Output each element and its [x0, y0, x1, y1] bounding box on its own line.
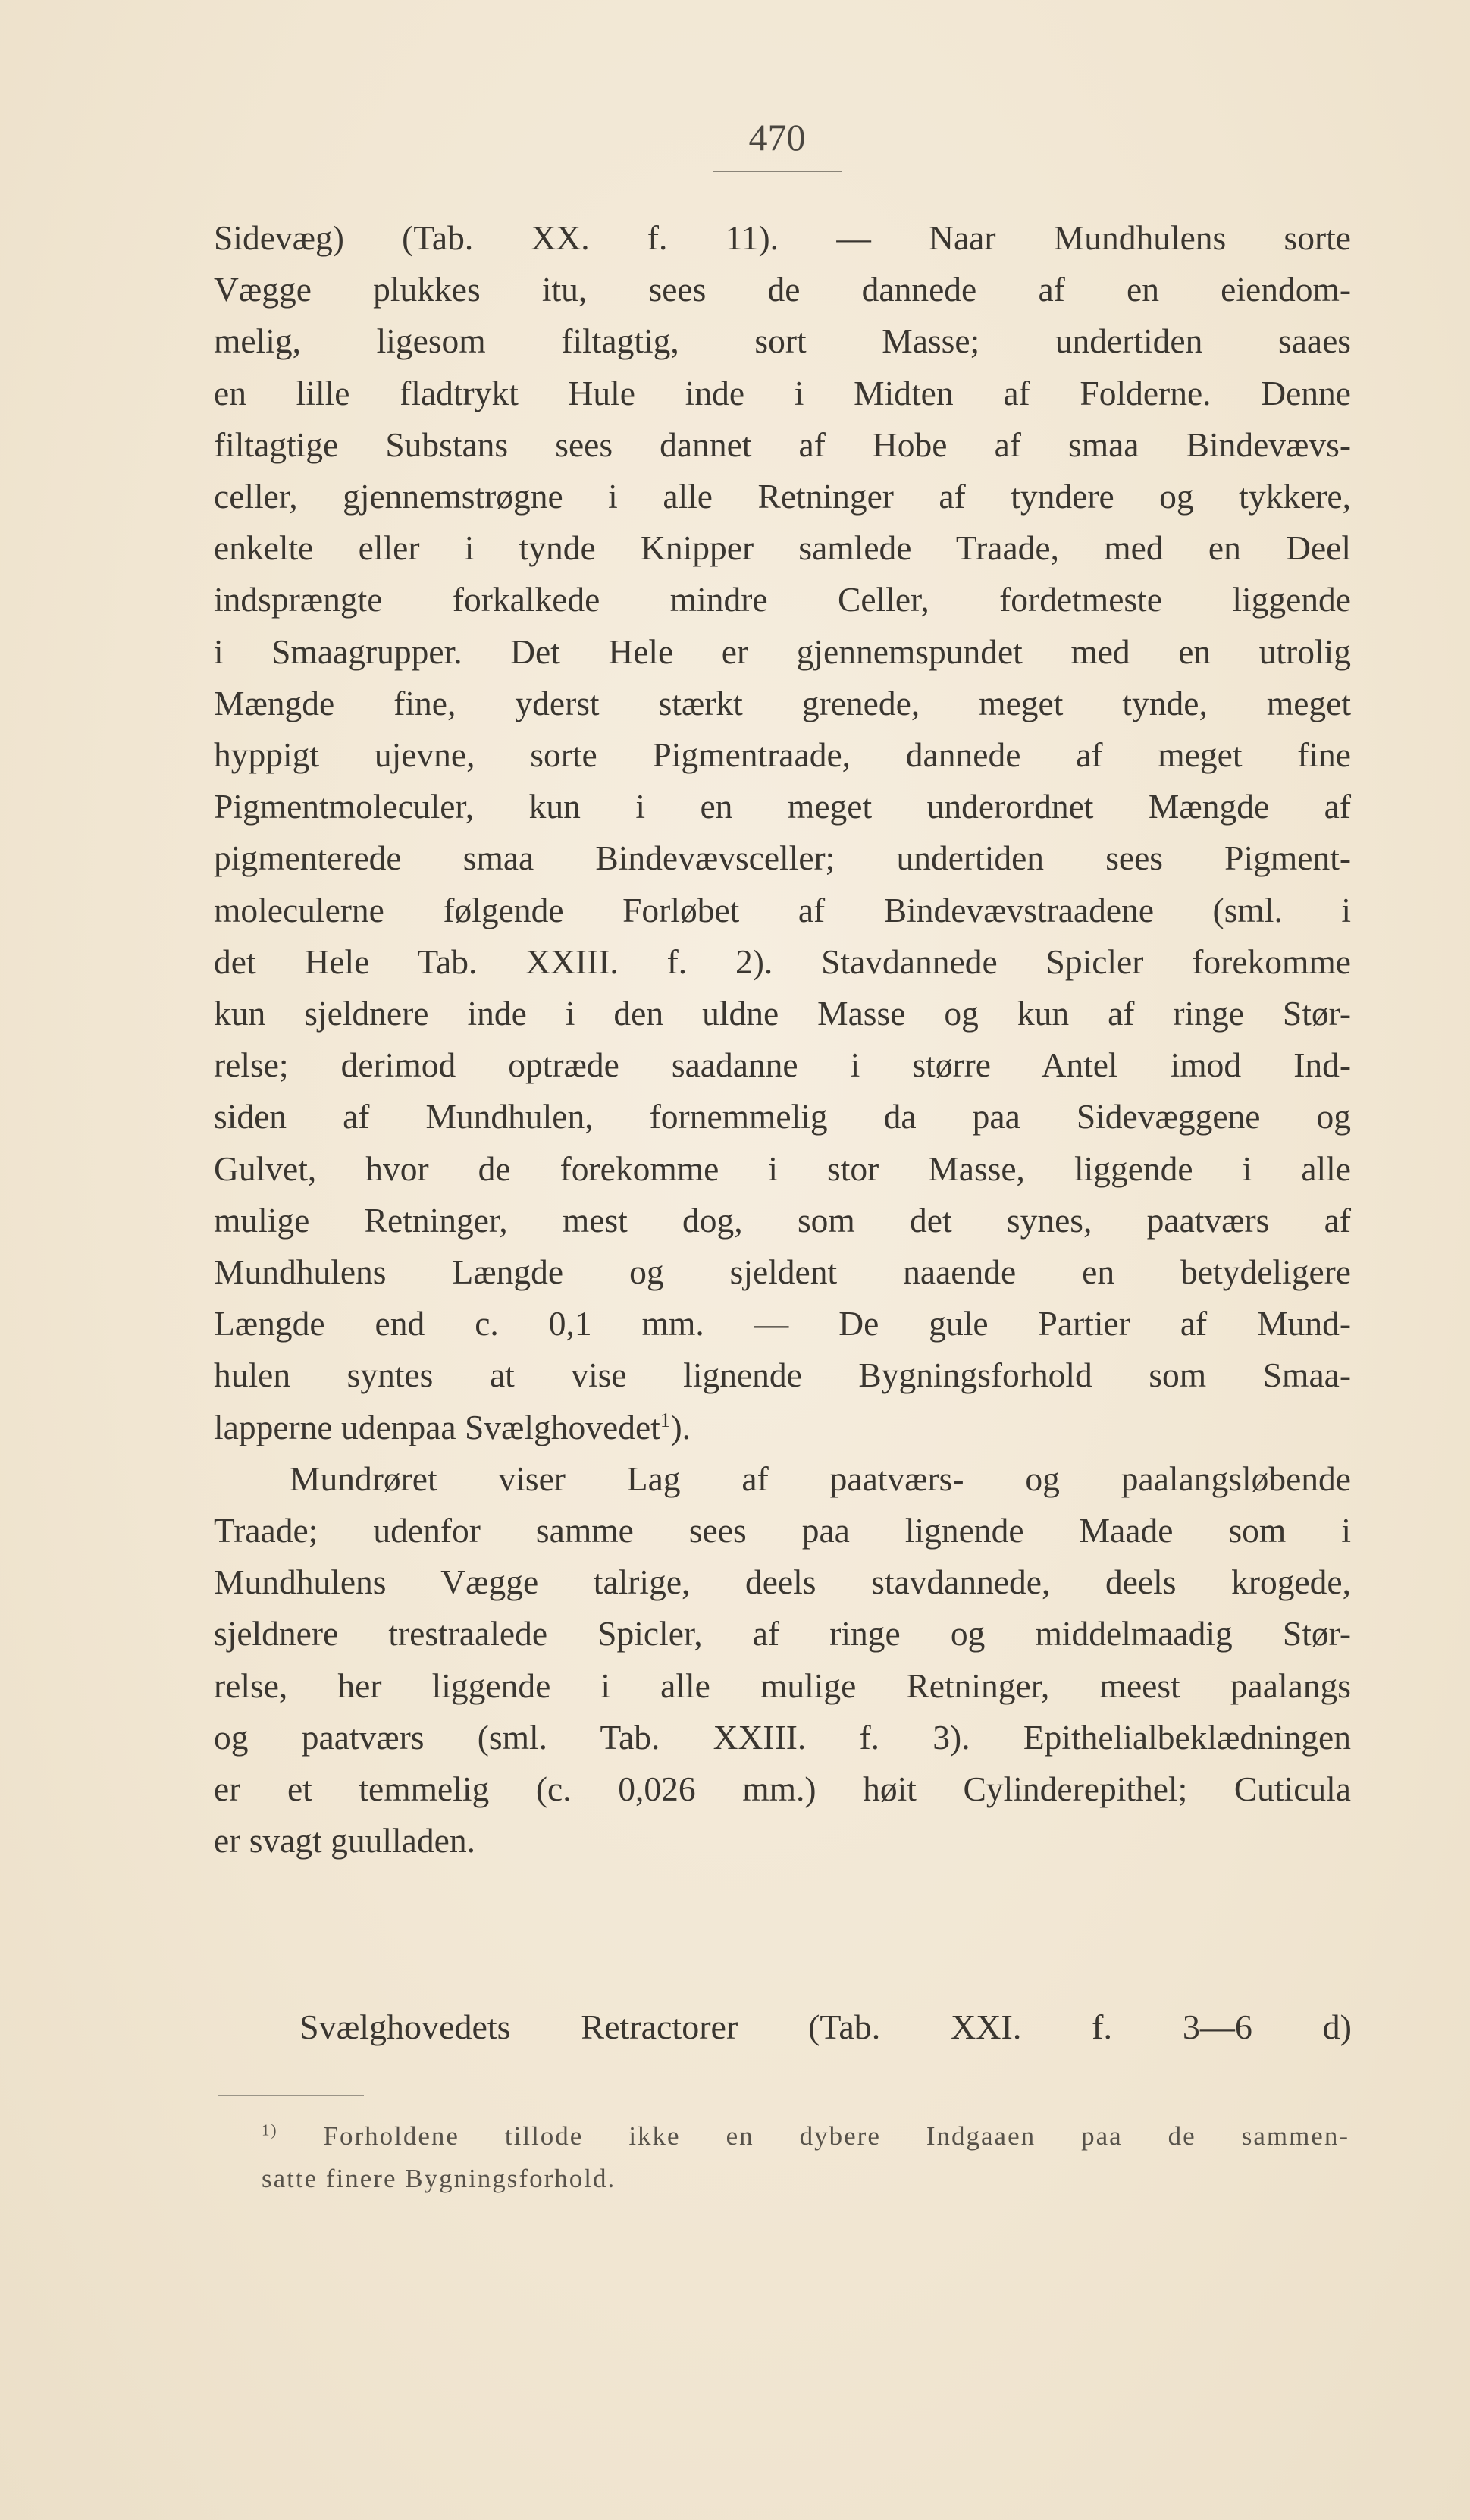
text-line-paragraph-start: Mundrøret viser Lag af paatværs- og paalangsløbende — [290, 1459, 1351, 1498]
text-line: hulen syntes at vise lignende Bygningsforhold som Smaa- — [214, 1356, 1351, 1395]
page-number: 470 — [748, 116, 806, 158]
text-line: Mængde fine, yderst stærkt grenede, meget tynde, meget — [214, 683, 1351, 722]
footnote-label: 1) — [262, 2120, 278, 2139]
text-line: indsprængte forkalkede mindre Celler, fordetmeste liggende — [214, 580, 1351, 619]
footnote — [262, 2115, 1349, 2200]
text-line: Traade; udenfor samme sees paa lignende Maade som i — [214, 1511, 1351, 1550]
text-line: lapperne udenpaa Svælghovedet — [214, 1407, 660, 1446]
text-line: det Hele Tab. XXIII. f. 2). Stavdannede Spicler forekomme — [214, 942, 1351, 981]
footnote-text: Forholdene tillode ikke en dybere Indgaaen paa de sammen- — [323, 2121, 1349, 2151]
text-line: hyppigt ujevne, sorte Pigmentraade, dannede af meget fine — [214, 735, 1351, 775]
text-line: Mundhulens Vægge talrige, deels stavdannede, deels krogede, — [214, 1562, 1351, 1602]
text-line: kun sjeldnere inde i den uldne Masse og kun af ringe Stør- — [214, 994, 1351, 1033]
page-number-rule — [713, 171, 842, 172]
footnote-reference[interactable]: 1 — [660, 1408, 671, 1431]
text-line: enkelte eller i tynde Knipper samlede Traade, med en Deel — [214, 528, 1351, 568]
text-line: Vægge plukkes itu, sees de dannede af en eiendom- — [214, 270, 1351, 309]
text-line: og paatværs (sml. Tab. XXIII. f. 3). Epithelialbeklædningen — [214, 1717, 1351, 1757]
footnote-line: satte finere Bygningsforhold. — [262, 2164, 616, 2193]
section-heading: Svælghovedets Retractorer (Tab. XXI. f. 3—6 d) — [299, 2008, 1352, 2046]
text-line: Gulvet, hvor de forekomme i stor Masse, liggende i alle — [214, 1149, 1351, 1188]
text-line: en lille fladtrykt Hule inde i Midten af Folderne. Denne — [214, 373, 1351, 412]
text-line: celler, gjennemstrøgne i alle Retninger af tyndere og tykkere, — [214, 477, 1351, 516]
text-line: er svagt guulladen. — [214, 1821, 475, 1860]
text-line: sjeldnere trestraalede Spicler, af ringe og middelmaadig Stør- — [214, 1614, 1351, 1653]
text-line-with-footnote — [214, 1402, 1351, 1453]
text-line: melig, ligesom filtagtig, sort Masse; undertiden saaes — [214, 321, 1351, 361]
text-line: mulige Retninger, mest dog, som det synes, paatværs af — [214, 1200, 1351, 1240]
text-line: Sidevæg) (Tab. XX. f. 11). — Naar Mundhulens sorte — [214, 218, 1351, 257]
text-line: siden af Mundhulen, fornemmelig da paa Sidevæggene og — [214, 1097, 1351, 1136]
text-line: pigmenterede smaa Bindevævsceller; undertiden sees Pigment- — [214, 838, 1351, 878]
footnote-line — [262, 2115, 1349, 2158]
text-line: Mundhulens Længde og sjeldent naaende en betydeligere — [214, 1252, 1351, 1292]
footnote-rule — [218, 2095, 364, 2096]
text-line: Længde end c. 0,1 mm. — De gule Partier af Mund- — [214, 1304, 1351, 1343]
body-text — [214, 212, 1351, 1867]
text-line: relse; derimod optræde saadanne i større Antel imod Ind- — [214, 1045, 1351, 1085]
text-line: filtagtige Substans sees dannet af Hobe af smaa Bindevævs- — [214, 425, 1351, 464]
text-line: Pigmentmoleculer, kun i en meget underordnet Mængde af — [214, 787, 1351, 826]
text-line: relse, her liggende i alle mulige Retninger, meest paalangs — [214, 1666, 1351, 1705]
text-line: er et temmelig (c. 0,026 mm.) høit Cylinderepithel; Cuticula — [214, 1769, 1351, 1809]
text-line: i Smaagrupper. Det Hele er gjennemspundet med en utrolig — [214, 632, 1351, 671]
footnote-reference-suffix: ). — [670, 1407, 691, 1446]
text-line: moleculerne følgende Forløbet af Bindevævstraadene (sml. i — [214, 890, 1351, 929]
